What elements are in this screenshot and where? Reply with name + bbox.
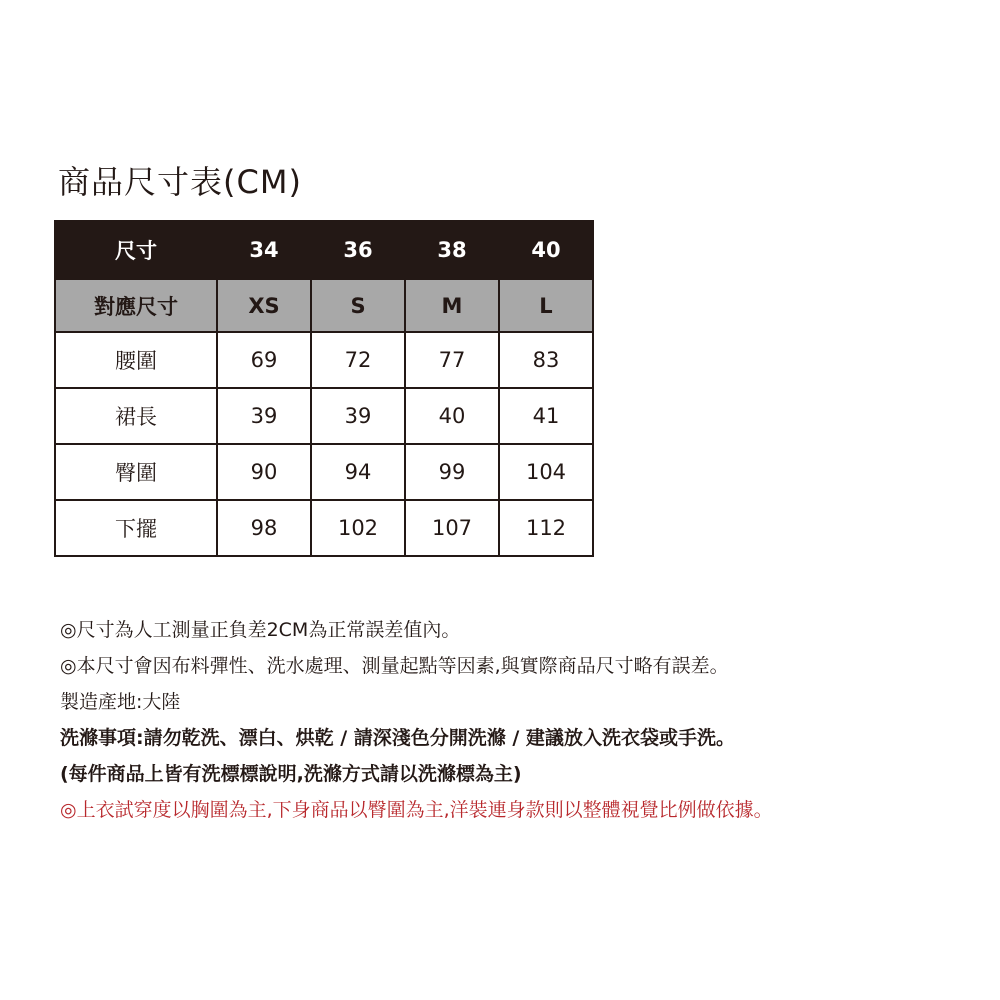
table-cell: 69: [217, 332, 311, 388]
row-label: 下擺: [55, 500, 217, 556]
size-chart-table: [54, 220, 594, 557]
note-washing-instructions: 洗滌事項:請勿乾洗、漂白、烘乾 / 請深淺色分開洗滌 / 建議放入洗衣袋或手洗。: [60, 727, 735, 749]
note-fit-guide: ◎上衣試穿度以胸圍為主,下身商品以臀圍為主,洋裝連身款則以整體視覺比例做依據。: [60, 799, 773, 821]
table-cell: 102: [311, 500, 405, 556]
subheader-cell-s: S: [311, 279, 405, 332]
table-cell: 99: [405, 444, 499, 500]
table-header-row: [55, 221, 593, 279]
table-cell: 90: [217, 444, 311, 500]
row-label: 臀圍: [55, 444, 217, 500]
table-subheader-row: [55, 279, 593, 332]
table-cell: 72: [311, 332, 405, 388]
subheader-cell-xs: XS: [217, 279, 311, 332]
note-measurement-tolerance: ◎尺寸為人工測量正負差2CM為正常誤差值內。: [60, 619, 461, 641]
page-title: 商品尺寸表(CM): [58, 163, 302, 201]
table-cell: 94: [311, 444, 405, 500]
subheader-cell-l: L: [499, 279, 593, 332]
table-cell: 39: [311, 388, 405, 444]
subheader-cell-m: M: [405, 279, 499, 332]
table-cell: 104: [499, 444, 593, 500]
notes-section: [60, 612, 990, 828]
table-cell: 98: [217, 500, 311, 556]
header-cell-size: 尺寸: [55, 221, 217, 279]
header-cell-38: 38: [405, 221, 499, 279]
header-cell-36: 36: [311, 221, 405, 279]
row-label: 腰圍: [55, 332, 217, 388]
table-row: [55, 500, 593, 556]
table-cell: 40: [405, 388, 499, 444]
table-cell: 112: [499, 500, 593, 556]
table-row: [55, 444, 593, 500]
table-row: [55, 388, 593, 444]
table-cell: 107: [405, 500, 499, 556]
note-origin: 製造產地:大陸: [60, 691, 181, 713]
note-size-variance: ◎本尺寸會因布料彈性、洗水處理、測量起點等因素,與實際商品尺寸略有誤差。: [60, 655, 729, 677]
table-cell: 83: [499, 332, 593, 388]
header-cell-40: 40: [499, 221, 593, 279]
subheader-cell-label: 對應尺寸: [55, 279, 217, 332]
table-cell: 41: [499, 388, 593, 444]
row-label: 裙長: [55, 388, 217, 444]
note-washing-label: (每件商品上皆有洗標標說明,洗滌方式請以洗滌標為主): [60, 763, 522, 785]
table-row: [55, 332, 593, 388]
table-cell: 39: [217, 388, 311, 444]
table-cell: 77: [405, 332, 499, 388]
header-cell-34: 34: [217, 221, 311, 279]
